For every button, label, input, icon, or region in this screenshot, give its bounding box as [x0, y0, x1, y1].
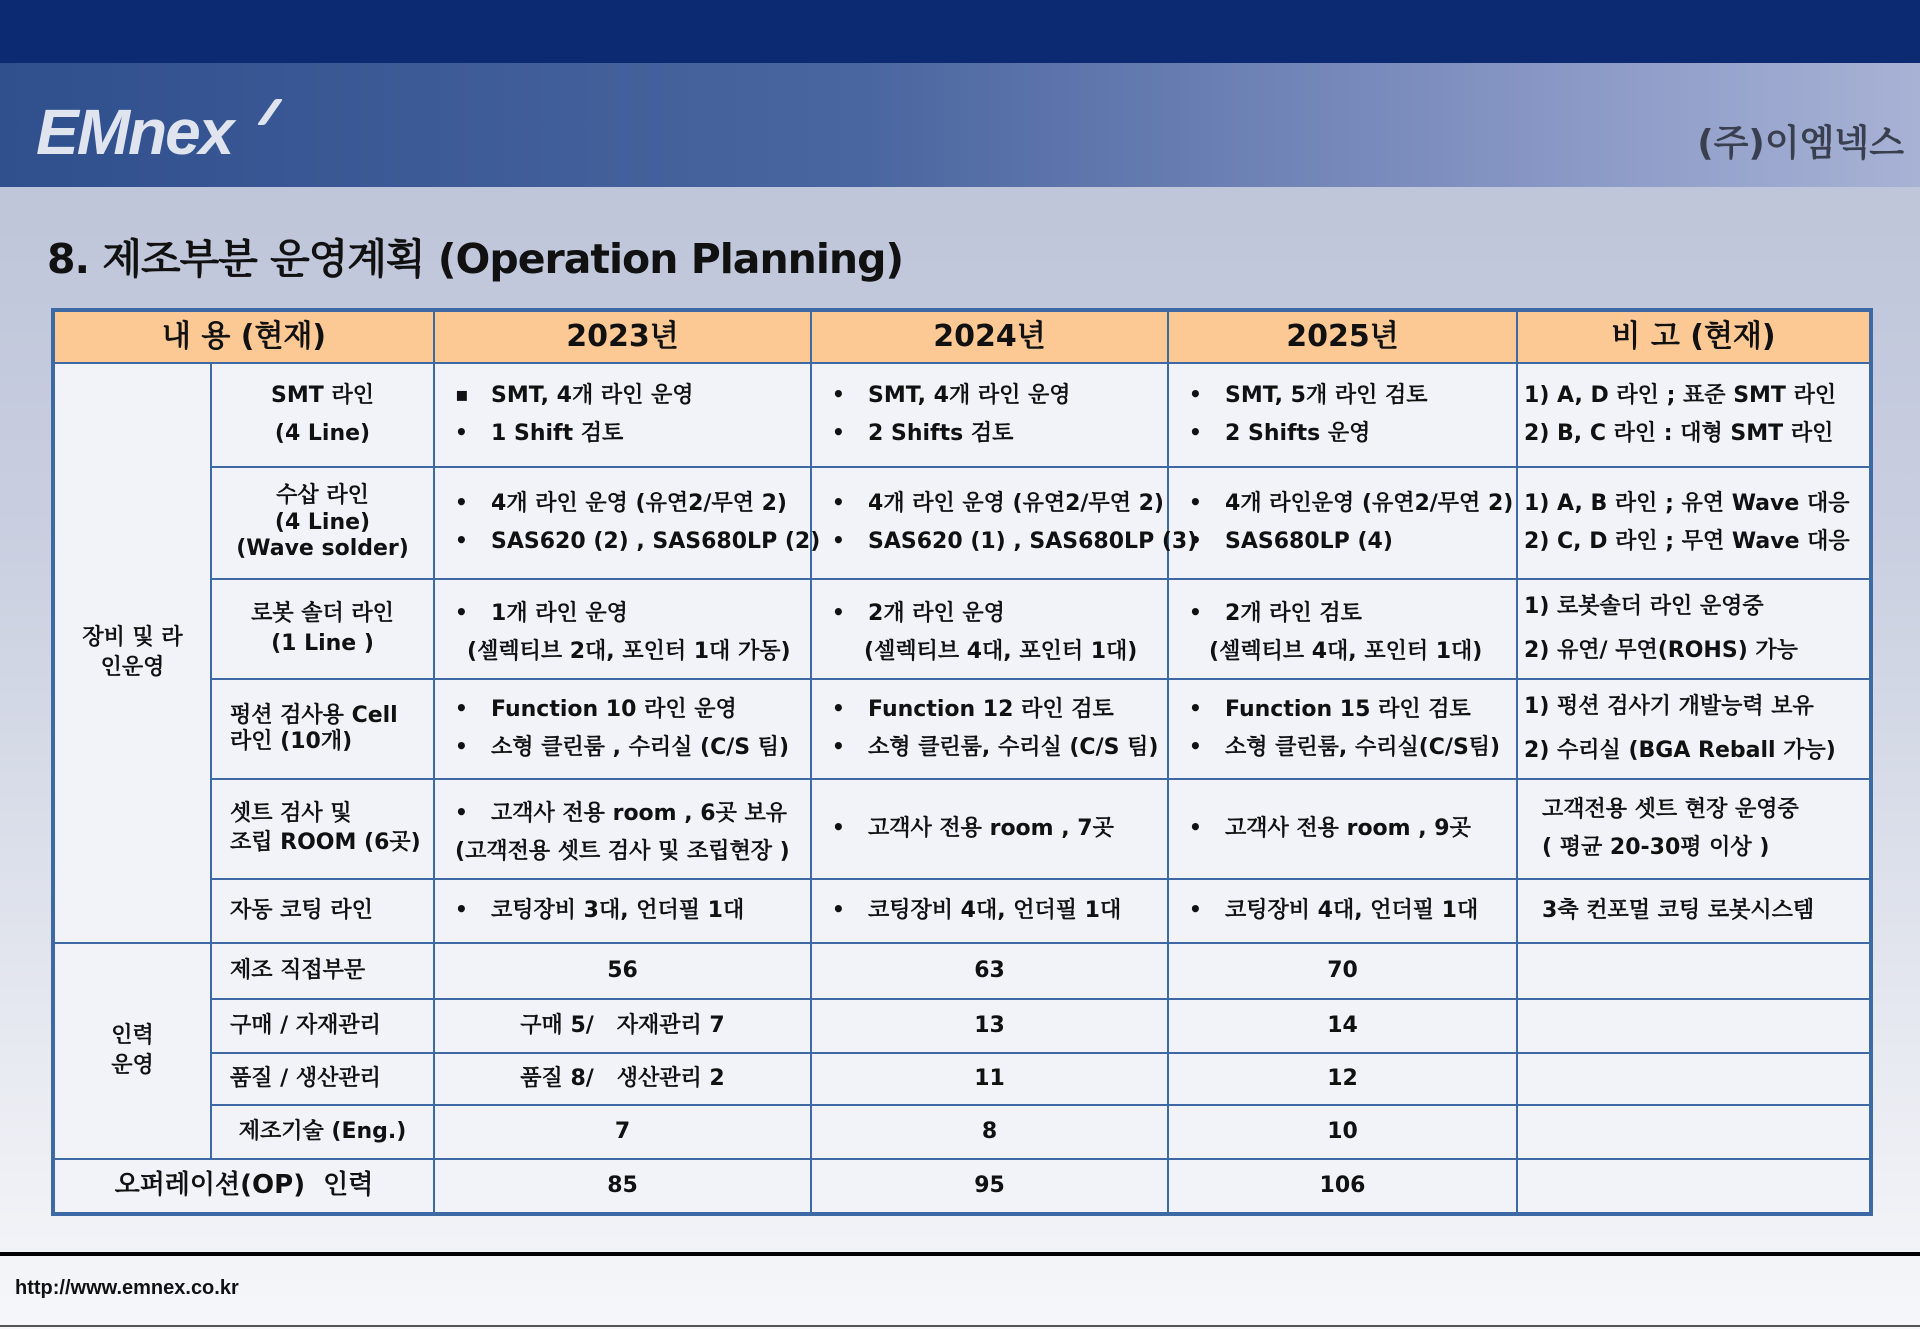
note-line: 1) A, B 라인 ; 유연 Wave 대응 — [1524, 491, 1850, 517]
cell-2023 — [434, 779, 811, 879]
cell-2023: 구매 5/ 자재관리 7 — [434, 999, 811, 1053]
cell-2024: 11 — [811, 1053, 1168, 1105]
item-line: (4 Line) — [274, 509, 371, 535]
list-item: • 1 Shift 검토 — [455, 419, 804, 449]
cell-note — [1517, 879, 1871, 943]
cell-note — [1517, 779, 1871, 879]
table-row — [53, 1105, 1871, 1159]
cell-2024 — [811, 467, 1198, 579]
cell-2025 — [1168, 467, 1517, 579]
item-line: 펑션 검사용 Cell — [230, 702, 398, 728]
note-line: 고객전용 셋트 현장 운영중 — [1542, 797, 1799, 823]
row-item: 구매 / 자재관리 — [211, 999, 434, 1053]
cell-2025 — [1168, 879, 1517, 943]
row-item: 오퍼레이션(OP) 인력 — [53, 1159, 434, 1214]
logo-accent-mark — [257, 99, 283, 125]
cell-2024 — [811, 579, 1168, 679]
table-row — [53, 943, 1871, 999]
cell-2023 — [434, 879, 811, 943]
row-item — [211, 467, 434, 579]
note-line: 3축 컨포멀 코팅 로봇시스템 — [1542, 898, 1815, 924]
note-line: 2) B, C 라인 : 대형 SMT 라인 — [1524, 421, 1834, 446]
item-line: SMT 라인 — [271, 383, 374, 409]
cell-2024 — [811, 879, 1168, 943]
list-item: • 소형 클린룸, 수리실(C/S팀) — [1189, 733, 1510, 763]
table-row — [53, 579, 1871, 679]
cell-2024: 95 — [811, 1159, 1168, 1214]
header-content: 내 용 (현재) — [53, 310, 434, 363]
list-item: • SAS620 (1) , SAS680LP (3) — [832, 527, 1161, 557]
cell-2023 — [434, 579, 811, 679]
cell-2025: 106 — [1168, 1159, 1517, 1214]
item-line: 조립 ROOM (6곳) — [230, 830, 421, 855]
cell-2025: 10 — [1168, 1105, 1517, 1159]
cell-2024: 63 — [811, 943, 1168, 999]
cell-2024: 13 — [811, 999, 1168, 1053]
footer-bottom-line — [0, 1325, 1920, 1327]
cell-note — [1517, 943, 1871, 999]
cell-note — [1517, 579, 1871, 679]
table-row — [53, 779, 1871, 879]
cell-2023: 7 — [434, 1105, 811, 1159]
cell-2023 — [434, 679, 811, 779]
note-line: 2) 수리실 (BGA Reball 가능) — [1524, 738, 1836, 763]
list-item: • 2 Shifts 운영 — [1189, 419, 1510, 449]
group-equipment-label: 장비 및 라인운영 — [82, 625, 183, 680]
list-item: • Function 12 라인 검토 — [832, 695, 1161, 725]
item-line: 로봇 솔더 라인 — [251, 601, 394, 627]
cell-2025: 70 — [1168, 943, 1517, 999]
list-item: • SMT, 4개 라인 운영 — [832, 381, 1161, 411]
list-item: • Function 10 라인 운영 — [455, 695, 804, 725]
list-item: • 4개 라인 운영 (유연2/무연 2) — [832, 489, 1161, 519]
list-subline: (고객전용 셋트 검사 및 조립현장 ) — [455, 839, 790, 864]
row-item: 품질 / 생산관리 — [211, 1053, 434, 1105]
header-2025: 2025년 — [1168, 310, 1517, 363]
list-item: • 고객사 전용 room , 9곳 — [1189, 814, 1510, 844]
cell-note — [1517, 1105, 1871, 1159]
cell-2024 — [811, 779, 1168, 879]
note-line: ( 평균 20-30평 이상 ) — [1542, 835, 1770, 860]
list-item: • 코팅장비 4대, 언더필 1대 — [1189, 896, 1510, 926]
cell-2025: 12 — [1168, 1053, 1517, 1105]
list-item: • 1개 라인 운영 — [455, 599, 804, 629]
row-item — [211, 679, 434, 779]
row-item — [211, 579, 434, 679]
list-item: • 2개 라인 검토 — [1189, 599, 1510, 629]
note-line: 2) 유연/ 무연(ROHS) 가능 — [1524, 638, 1798, 663]
item-line: (4 Line) — [274, 421, 371, 446]
list-item: • 4개 라인 운영 (유연2/무연 2) — [455, 489, 804, 519]
list-item: • 코팅장비 3대, 언더필 1대 — [455, 896, 804, 926]
list-subline: (셀렉티브 4대, 포인터 1대) — [864, 639, 1138, 664]
item-line: (Wave solder) — [236, 536, 409, 562]
table-row-total — [53, 1159, 1871, 1214]
item-line: (1 Line ) — [271, 631, 374, 656]
list-item: • 소형 클린룸, 수리실 (C/S 팀) — [832, 733, 1161, 763]
list-item: • 코팅장비 4대, 언더필 1대 — [832, 896, 1161, 926]
note-line: 2) C, D 라인 ; 무연 Wave 대응 — [1524, 529, 1850, 554]
cell-note — [1517, 999, 1871, 1053]
list-item: • SAS620 (2) , SAS680LP (2) — [455, 527, 804, 557]
list-item: • 고객사 전용 room , 7곳 — [832, 814, 1161, 844]
row-item — [211, 879, 434, 943]
table-row — [53, 879, 1871, 943]
cell-note — [1517, 467, 1871, 579]
group-manpower — [53, 943, 211, 1159]
cell-2023: 품질 8/ 생산관리 2 — [434, 1053, 811, 1105]
cell-2023: 85 — [434, 1159, 811, 1214]
list-item: • SMT, 5개 라인 검토 — [1189, 381, 1510, 411]
table-row — [53, 1053, 1871, 1105]
list-item: • 고객사 전용 room , 6곳 보유 — [455, 799, 804, 829]
table-row — [53, 679, 1871, 779]
row-item — [211, 363, 434, 467]
top-bar — [0, 0, 1920, 63]
row-item: 제조기술 (Eng.) — [211, 1105, 434, 1159]
row-item: 제조 직접부문 — [211, 943, 434, 999]
list-item: • 4개 라인운영 (유연2/무연 2) — [1189, 489, 1510, 519]
cell-2025 — [1168, 363, 1517, 467]
group-equipment — [53, 363, 211, 943]
group-manpower-label: 인력 운영 — [111, 1023, 154, 1078]
note-line: 1) A, D 라인 ; 표준 SMT 라인 — [1524, 383, 1837, 409]
cell-2025 — [1168, 779, 1517, 879]
cell-2023 — [434, 467, 821, 579]
operation-plan-table — [51, 308, 1873, 1216]
list-item: • 소형 클린룸 , 수리실 (C/S 팀) — [455, 733, 804, 763]
page-title: 8. 제조부분 운영계획 (Operation Planning) — [47, 235, 904, 283]
cell-2025: 14 — [1168, 999, 1517, 1053]
website-url[interactable]: http://www.emnex.co.kr — [15, 1277, 239, 1299]
header-note: 비 고 (현재) — [1517, 310, 1871, 363]
list-item: • SAS680LP (4) — [1189, 527, 1510, 557]
footer-divider — [0, 1252, 1920, 1256]
company-name: (주)이엠넥스 — [1697, 123, 1904, 164]
list-item: • Function 15 라인 검토 — [1189, 695, 1510, 725]
note-line: 1) 펑션 검사기 개발능력 보유 — [1524, 694, 1814, 720]
cell-note — [1517, 363, 1871, 467]
header-2023: 2023년 — [434, 310, 811, 363]
cell-2025 — [1168, 579, 1517, 679]
list-subline: (셀렉티브 2대, 포인터 1대 가동) — [467, 639, 791, 664]
item-line: 라인 (10개) — [230, 729, 353, 754]
list-subline: (셀렉티브 4대, 포인터 1대) — [1209, 639, 1483, 664]
cell-2023: 56 — [434, 943, 811, 999]
header-banner — [0, 63, 1920, 187]
list-item: ▪ SMT, 4개 라인 운영 — [455, 381, 804, 411]
cell-note — [1517, 679, 1871, 779]
cell-2024: 8 — [811, 1105, 1168, 1159]
company-logo: EMnex — [36, 96, 233, 168]
item-line: 수삽 라인 — [276, 483, 369, 509]
row-item — [211, 779, 434, 879]
table-row — [53, 467, 1871, 579]
cell-2023 — [434, 363, 811, 467]
item-line: 자동 코팅 라인 — [230, 898, 373, 924]
item-line: 셋트 검사 및 — [230, 801, 352, 827]
table-row — [53, 363, 1871, 467]
table-header-row — [53, 310, 1871, 363]
header-2024: 2024년 — [811, 310, 1168, 363]
cell-2025 — [1168, 679, 1517, 779]
table-row — [53, 999, 1871, 1053]
cell-2024 — [811, 363, 1168, 467]
cell-2024 — [811, 679, 1168, 779]
cell-note — [1517, 1159, 1871, 1214]
cell-note — [1517, 1053, 1871, 1105]
note-line: 1) 로봇솔더 라인 운영중 — [1524, 594, 1764, 620]
list-item: • 2 Shifts 검토 — [832, 419, 1161, 449]
list-item: • 2개 라인 운영 — [832, 599, 1161, 629]
